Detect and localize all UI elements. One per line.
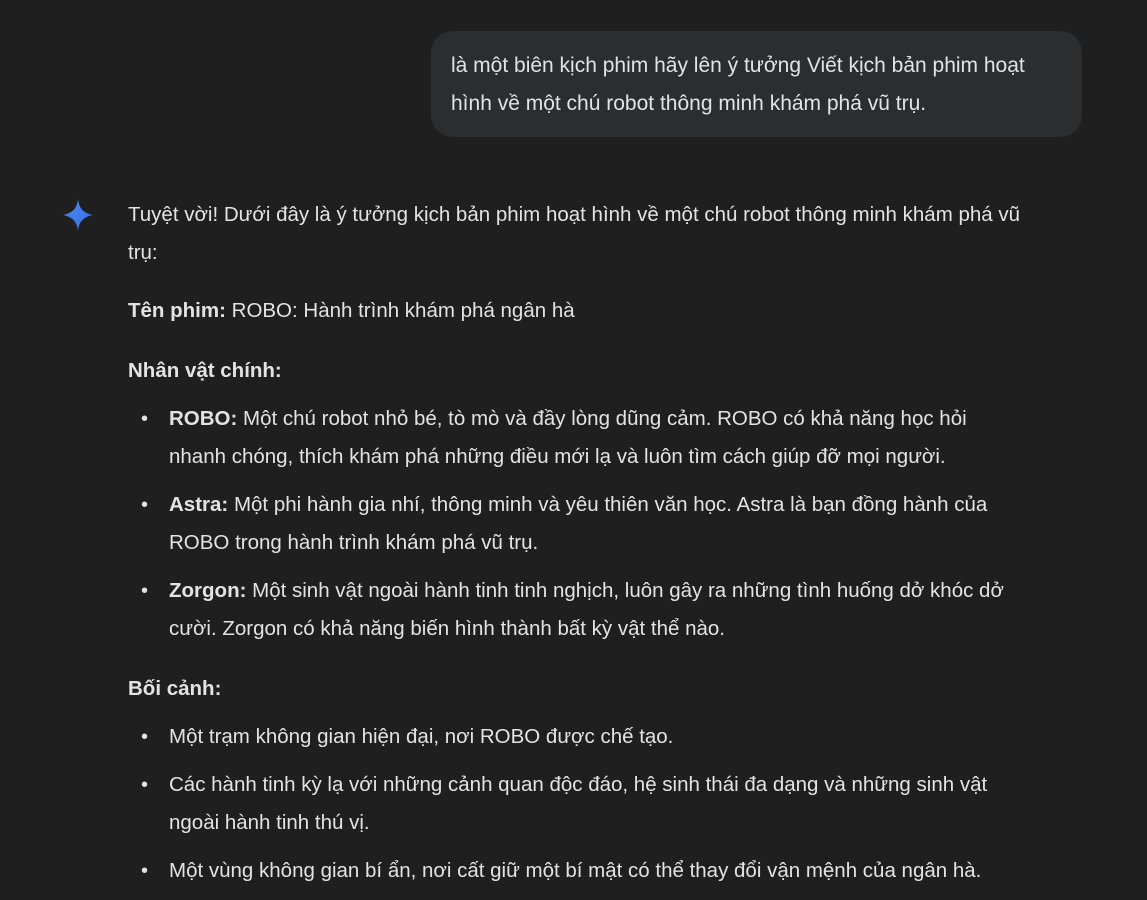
- setting-line-2: ngoài hành tinh thú vị.: [169, 811, 370, 834]
- setting-line-1: Một vùng không gian bí ẩn, nơi cất giữ một bí mật có thể thay đổi vận mệnh của ngân hà.: [169, 859, 982, 882]
- characters-heading: [128, 352, 282, 390]
- user-message-line-2: hình về một chú robot thông minh khám phá vũ trụ.: [451, 92, 927, 115]
- list-item: [128, 718, 1088, 756]
- response-intro: [128, 196, 1088, 272]
- character-name: ROBO:: [169, 407, 238, 430]
- character-desc-line-1: Một chú robot nhỏ bé, tò mò và đầy lòng dũng cảm. ROBO có khả năng học hỏi: [237, 407, 967, 430]
- film-title-label: Tên phim:: [128, 299, 226, 322]
- film-title-value: ROBO: Hành trình khám phá ngân hà: [225, 299, 575, 322]
- character-desc-line-2: nhanh chóng, thích khám phá những điều mới lạ và luôn tìm cách giúp đỡ mọi người.: [169, 445, 946, 468]
- list-item: [128, 572, 1088, 648]
- character-desc-line-2: cười. Zorgon có khả năng biến hình thành bất kỳ vật thể nào.: [169, 617, 725, 640]
- bullet: •: [141, 726, 149, 748]
- user-message-bubble: [431, 31, 1082, 137]
- intro-line-2: trụ:: [128, 241, 158, 264]
- characters-heading-text: Nhân vật chính:: [128, 359, 282, 382]
- assistant-response: [128, 196, 1088, 882]
- setting-line-1: Các hành tinh kỳ lạ với những cảnh quan độc đáo, hệ sinh thái đa dạng và những sinh vật: [169, 773, 988, 796]
- user-message-line-1: là một biên kịch phim hãy lên ý tưởng Viết kịch bản phim hoạt: [451, 54, 1025, 77]
- gemini-sparkle-icon: [62, 198, 94, 232]
- character-desc-line-1: Một sinh vật ngoài hành tinh tinh nghịch, luôn gây ra những tình huống dở khóc dở: [246, 579, 1004, 602]
- characters-list: [128, 400, 1088, 658]
- intro-line-1: Tuyệt vời! Dưới đây là ý tưởng kịch bản phim hoạt hình về một chú robot thông minh khám phá vũ: [128, 203, 1021, 226]
- setting-heading: [128, 670, 221, 708]
- bullet: •: [141, 494, 149, 516]
- setting-line-1: Một trạm không gian hiện đại, nơi ROBO được chế tạo.: [169, 725, 674, 748]
- list-item: [128, 486, 1088, 562]
- list-item: [128, 852, 1088, 890]
- film-title: [128, 292, 575, 330]
- bullet: •: [141, 860, 149, 882]
- bullet: •: [141, 774, 149, 796]
- character-name: Zorgon:: [169, 579, 247, 602]
- character-desc-line-1: Một phi hành gia nhí, thông minh và yêu thiên văn học. Astra là bạn đồng hành của: [228, 493, 988, 516]
- setting-list: [128, 718, 1088, 900]
- character-name: Astra:: [169, 493, 229, 516]
- list-item: [128, 400, 1088, 476]
- bullet: •: [141, 580, 149, 602]
- character-desc-line-2: ROBO trong hành trình khám phá vũ trụ.: [169, 531, 539, 554]
- list-item: [128, 766, 1088, 842]
- bullet: •: [141, 408, 149, 430]
- setting-heading-text: Bối cảnh:: [128, 677, 222, 700]
